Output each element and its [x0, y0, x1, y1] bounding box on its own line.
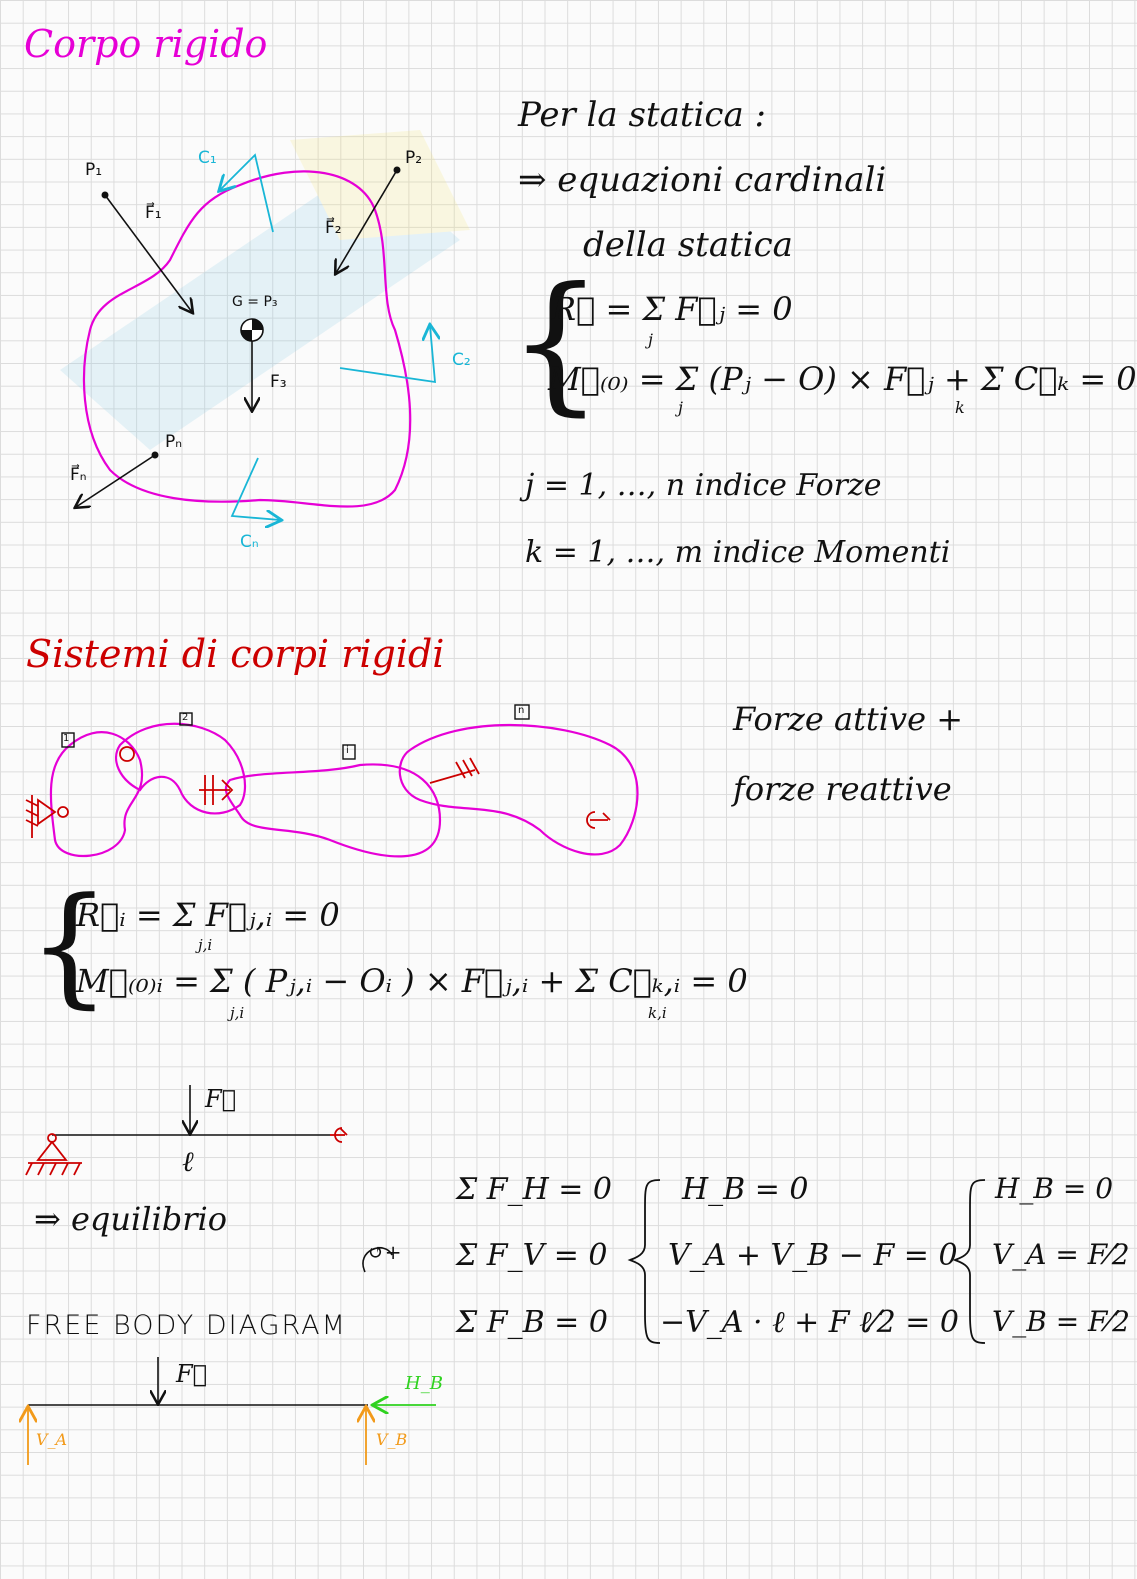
label-f1: F⃗₁ [145, 203, 162, 223]
brace-2: { [28, 869, 111, 1021]
note-active-forces: Forze attive + [733, 700, 964, 738]
section1-title: Corpo rigido [24, 22, 268, 66]
body-label-n: n [518, 705, 525, 716]
fbd-force-label: F⃗ [176, 1360, 208, 1388]
system1-eq-3: −V_A · ℓ + F ℓ⁄2 = 0 [660, 1305, 960, 1340]
label-f3: F₃ [270, 372, 287, 392]
sum-fv: Σ F_V = 0 [456, 1238, 608, 1273]
cardinal-eq-2: M⃗₍₀₎ = Σ (Pⱼ − O) × F⃗ⱼ + Σ C⃗ₖ = 0 [548, 360, 1137, 398]
statics-heading: Per la statica : [518, 95, 766, 135]
label-f2: F⃗₂ [325, 218, 342, 238]
label-p2: P₂ [405, 148, 423, 168]
label-g: G = P₃ [232, 294, 278, 310]
system2-eq-3: V_B = F⁄2 [992, 1305, 1130, 1338]
body-label-1: 1 [63, 733, 70, 744]
fbd-hb-label: H_B [405, 1373, 443, 1394]
label-c1: C₁ [198, 148, 217, 168]
body-label-2: 2 [182, 712, 189, 723]
system1-eq-1: H_B = 0 [682, 1172, 809, 1207]
cardinal-eq-2-sub1: j [678, 398, 683, 417]
cardinal-eq-1-sub: j [648, 330, 653, 349]
statics-line2: ⇒ equazioni cardinali [518, 160, 887, 200]
section2-title: Sistemi di corpi rigidi [26, 632, 445, 676]
index-forces: j = 1, …, n indice Forze [525, 468, 882, 503]
moment-sign-label: ↺+ [368, 1240, 402, 1264]
multibody-eq-1-sub: j,i [198, 936, 213, 954]
sum-fh: Σ F_H = 0 [456, 1172, 613, 1207]
fbd-va-label: V_A [36, 1430, 68, 1449]
multibody-eq-2-sub1: j,i [230, 1004, 245, 1022]
label-p1: P₁ [85, 160, 103, 180]
cardinal-eq-1: R⃗ = Σ F⃗ⱼ = 0 [552, 290, 793, 328]
note-reactive-forces: forze reattive [733, 770, 952, 808]
beam-length-label: ℓ [182, 1145, 194, 1178]
label-pn: Pₙ [165, 432, 183, 452]
multibody-eq-2-sub2: k,i [648, 1004, 667, 1022]
label-cn: Cₙ [240, 532, 259, 552]
system1-eq-2: V_A + V_B − F = 0 [668, 1238, 958, 1273]
cardinal-eq-2-sub2: k [955, 398, 965, 417]
system2-eq-1: H_B = 0 [995, 1172, 1114, 1205]
fbd-title: FREE BODY DIAGRAM [26, 1310, 347, 1341]
sum-fb: Σ F_B = 0 [456, 1305, 608, 1340]
statics-line3: della statica [583, 225, 793, 265]
body-label-i: i [346, 745, 349, 756]
fbd-vb-label: V_B [376, 1430, 408, 1449]
multibody-eq-2: M⃗₍₀₎ᵢ = Σ ( Pⱼ,ᵢ − Oᵢ ) × F⃗ⱼ,ᵢ + Σ C⃗ₖ,ᵢ = 0 [76, 962, 748, 1000]
label-c2: C₂ [452, 350, 471, 370]
beam-force-label: F⃗ [205, 1085, 237, 1113]
system2-eq-2: V_A = F⁄2 [992, 1238, 1130, 1271]
brace-1: { [508, 256, 604, 430]
multibody-eq-1: R⃗ᵢ = Σ F⃗ⱼ,ᵢ = 0 [76, 896, 340, 934]
index-moments: k = 1, …, m indice Momenti [525, 535, 951, 570]
equilibrium-label: ⇒ equilibrio [34, 1200, 227, 1238]
label-fn: F⃗ₙ [70, 465, 87, 485]
